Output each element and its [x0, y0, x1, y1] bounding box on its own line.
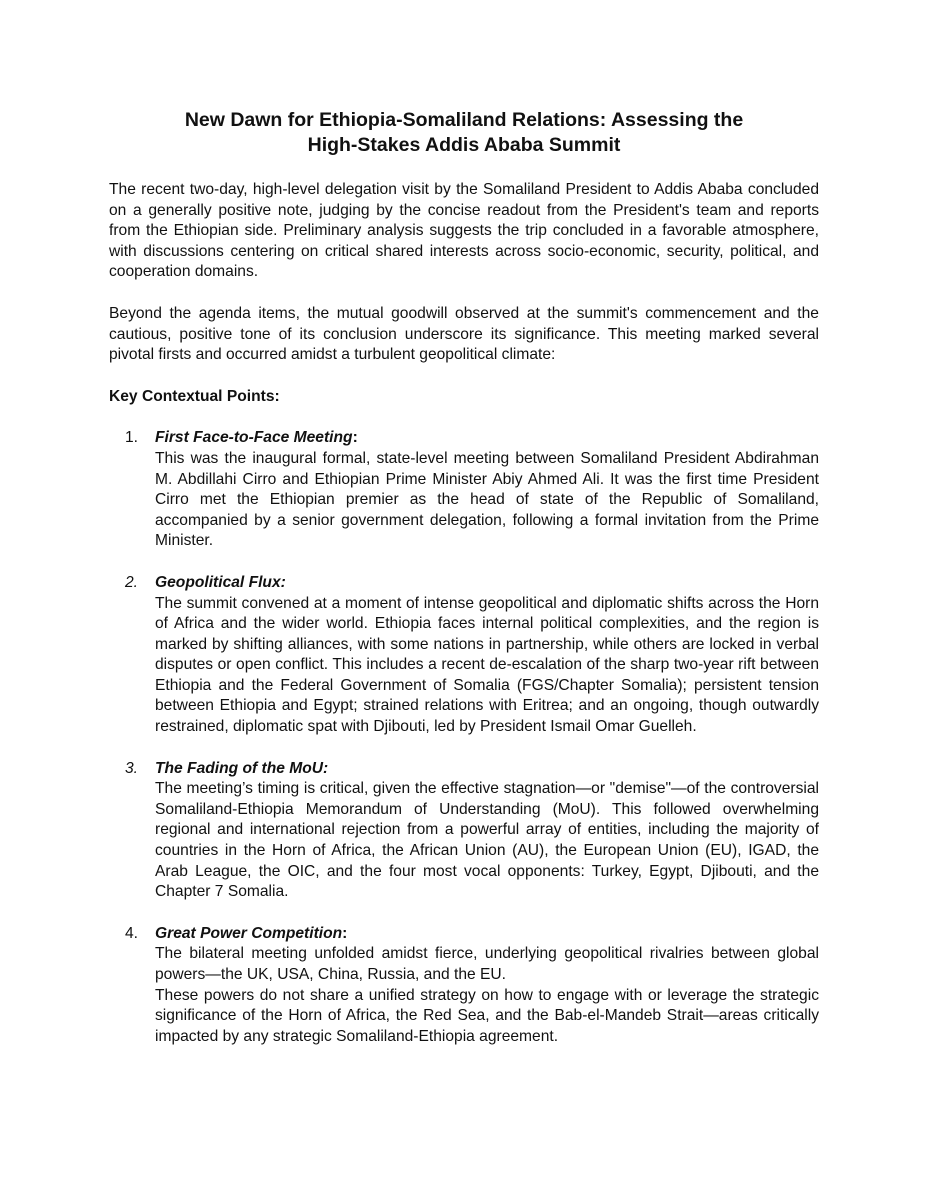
point-body	[155, 594, 819, 738]
point-heading	[155, 924, 819, 945]
point-heading	[155, 759, 819, 780]
point-body	[155, 944, 819, 1047]
key-points-list	[109, 428, 819, 1047]
point-number: 2.	[125, 573, 139, 591]
point-body	[155, 449, 819, 552]
point-title: The Fading of the MoU:	[155, 759, 329, 777]
point-number: 3.	[125, 759, 139, 777]
key-points-heading: Key Contextual Points:	[109, 387, 280, 405]
title-line-2: High-Stakes Addis Ababa Summit	[307, 134, 621, 156]
title-line-1: New Dawn for Ethiopia-Somaliland Relations: Assessing the	[184, 109, 744, 131]
context-paragraph: Beyond the agenda items, the mutual goodwill observed at the summit's commencement and the cautious, positive tone of its conclusion underscore its significance. This meeting marked several pivotal firsts and occurred amidst a turbulent geopolitical climate:	[109, 304, 819, 364]
list-item	[109, 759, 819, 903]
point-body-text: The bilateral meeting unfolded amidst fierce, underlying geopolitical rivalries between global powers—the UK, USA, China, Russia, and the EU.	[155, 945, 819, 983]
point-title: First Face-to-Face Meeting	[155, 429, 353, 447]
point-body-text: This was the inaugural formal, state-level meeting between Somaliland President Abdirahman M. Abdillahi Cirro and Ethiopian Prime Minister Abiy Ahmed Ali. It was the first time President Cirro met the Ethiopian premier as the head of state of the Republic of Somaliland, accompanied by a senior government delegation, following a formal invitation from the Prime Minister.	[155, 449, 819, 550]
point-heading	[155, 573, 819, 594]
point-title: Geopolitical Flux:	[155, 573, 286, 591]
point-title: Great Power Competition	[155, 924, 343, 942]
document-title	[109, 108, 819, 158]
point-title-colon: :	[352, 429, 358, 447]
point-heading	[155, 428, 819, 449]
point-number: 4.	[125, 924, 139, 942]
list-item	[109, 428, 819, 552]
list-item	[109, 924, 819, 1048]
point-body	[155, 779, 819, 903]
list-item	[109, 573, 819, 738]
point-body-text: The summit convened at a moment of intense geopolitical and diplomatic shifts across the Horn of Africa and the wider world. Ethiopia faces internal political complexities, and the region is marked by shifting alliances, with some nations in partnership, while others are locked in verbal disputes or open conflict. This includes a recent de-escalation of the sharp two-year rift between Ethiopia and the Federal Government of Somalia (FGS/Chapter Somalia); persistent tension between Ethiopia and Egypt; strained relations with Eritrea; and an ongoing, though outwardly restrained, diplomatic spat with Djibouti, led by President Ismail Omar Guelleh.	[155, 594, 819, 736]
point-body-text: The meeting’s timing is critical, given the effective stagnation—or "demise"—of the controversial Somaliland-Ethiopia Memorandum of Understanding (MoU). This followed overwhelming regional and international rejection from a powerful array of entities, including the majority of countries in the Horn of Africa, the African Union (AU), the European Union (EU), IGAD, the Arab League, the OIC, and the four most vocal opponents: Turkey, Egypt, Djibouti, and the Chapter 7 Somalia.	[155, 780, 819, 901]
intro-paragraph: The recent two-day, high-level delegation visit by the Somaliland President to Addis Ababa concluded on a generally positive note, judging by the concise readout from the President's team and reports from the Ethiopian side. Preliminary analysis suggests the trip concluded in a favorable atmosphere, with discussions centering on critical shared interests across socio-economic, security, political, and cooperation domains.	[109, 181, 819, 281]
point-title-colon: :	[342, 924, 348, 942]
point-number: 1.	[125, 429, 139, 447]
point-body-text: These powers do not share a unified strategy on how to engage with or leverage the strategic significance of the Horn of Africa, the Red Sea, and the Bab-el-Mandeb Strait—areas critically impacted by any strategic Somaliland-Ethiopia agreement.	[155, 986, 819, 1045]
